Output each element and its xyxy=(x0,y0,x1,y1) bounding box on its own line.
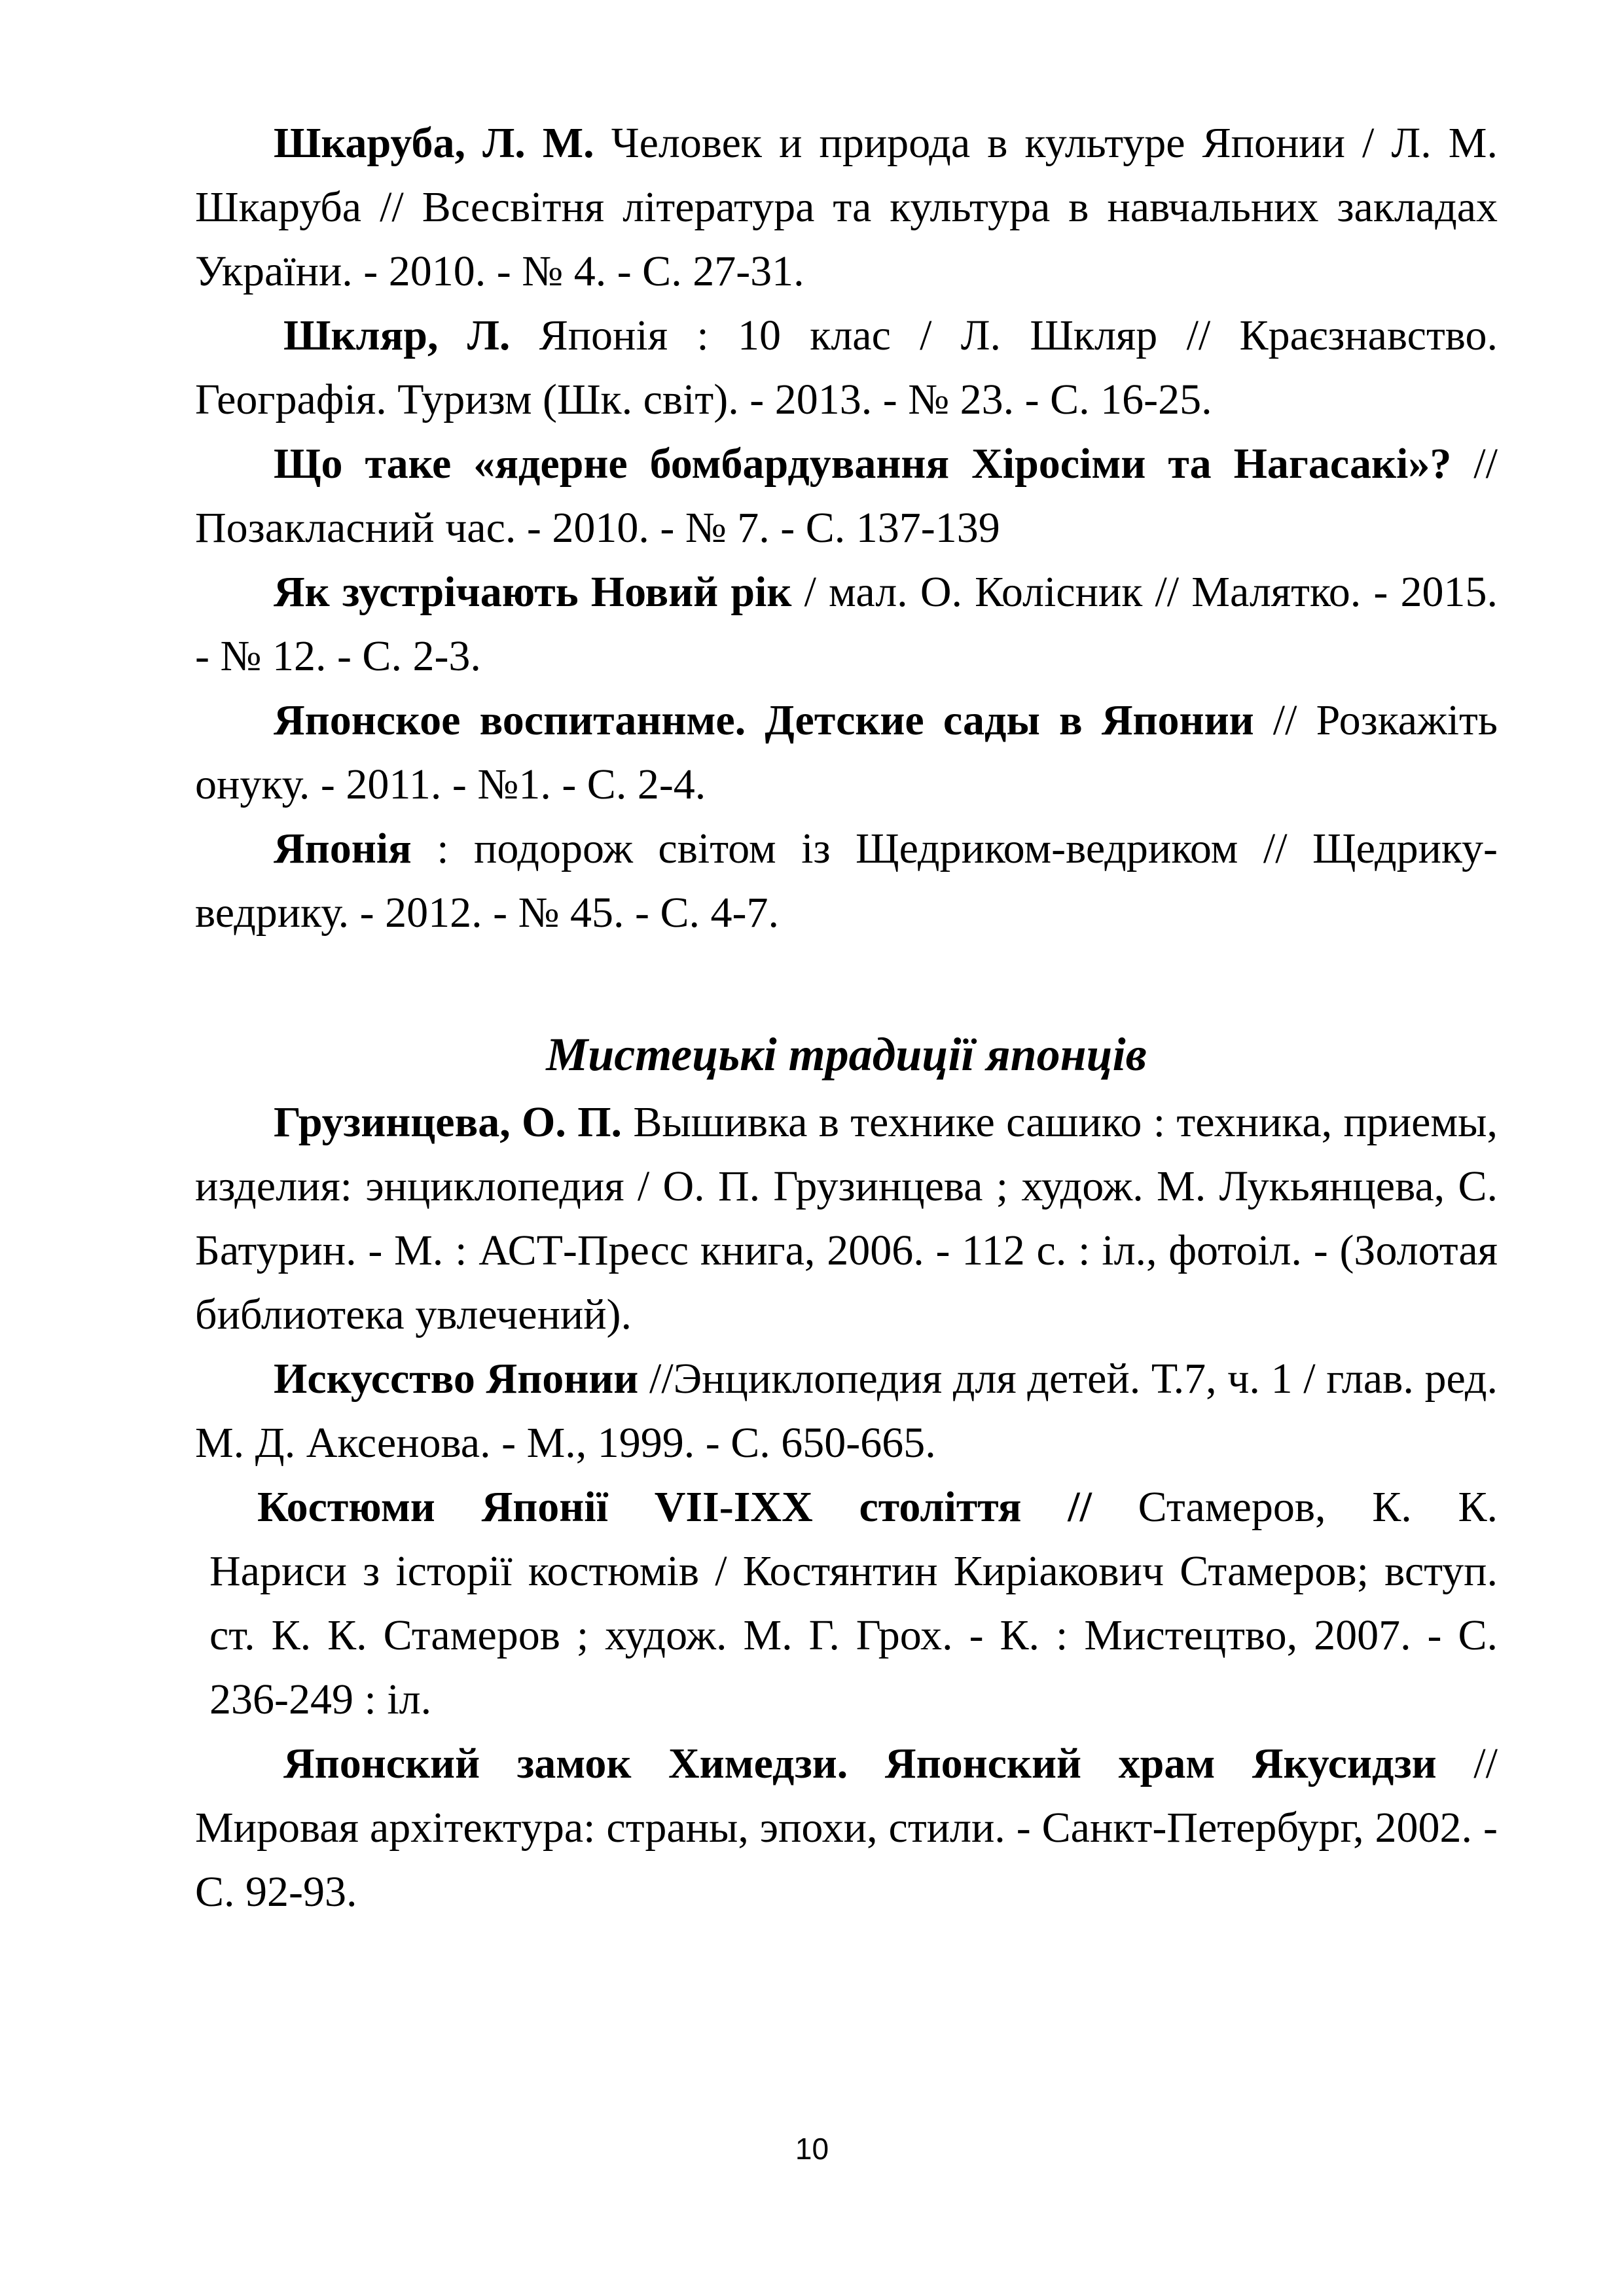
entry-author: Шкаруба, Л. М. xyxy=(274,119,594,167)
entry-first-line xyxy=(195,1475,1498,1539)
entry-details-first: Стамеров, К. К. xyxy=(1091,1483,1498,1531)
entry-title: Що таке «ядерне бомбардування Хіросіми та Нагасакі»? xyxy=(274,440,1452,488)
bibliography-entry xyxy=(195,111,1498,304)
bibliography-entry xyxy=(195,560,1498,689)
entry-author: Шкляр, Л. xyxy=(283,312,511,359)
entry-title: Японский замок Химедзи. Японский храм Якусидзи xyxy=(283,1740,1437,1787)
bibliography-entry xyxy=(195,1090,1498,1347)
entry-title: Як зустрічають Новий рік xyxy=(274,568,792,616)
entry-details: // Позакласний час. - 2010. - № 7. - С. 137-139 xyxy=(195,440,1498,552)
entry-details: / мал. О. Колісник // Малятко. - 2015. - № 12. - С. 2-3. xyxy=(195,568,1498,680)
entry-title: Искусство Японии xyxy=(274,1355,639,1403)
entry-details: // Розкажіть онуку. - 2011. - №1. - С. 2-4. xyxy=(195,696,1498,808)
entry-details: Японія : 10 клас / Л. Шкляр // Краєзнавство. Географія. Туризм (Шк. світ). - 2013. - № 23. - С. 16-25. xyxy=(195,312,1498,423)
entry-details: : подорож світом із Щедриком-ведриком // Щедрику-ведрику. - 2012. - № 45. - С. 4-7. xyxy=(195,825,1498,937)
section-title: Мистецькі традиції японців xyxy=(546,1028,1147,1081)
entry-title: Японія xyxy=(274,825,412,872)
page-content xyxy=(195,111,1498,1924)
entry-details: Человек и природа в культуре Японии / Л. М. Шкаруба // Всесвітня література та культура в навчальних закладах України. - 2010. - № 4. - С. 27-31. xyxy=(195,119,1498,295)
entry-title: Костюми Японії VII-IXX століття // xyxy=(257,1483,1092,1531)
entry-details: //Энциклопедия для детей. Т.7, ч. 1 / глав. ред. М. Д. Аксенова. - М., 1999. - С. 650-665. xyxy=(195,1355,1498,1467)
entry-details: Вышивка в технике сашико : техника, приемы, изделия: энциклопедия / О. П. Грузинцева ; худож. М. Лукьянцева, С. Батурин. - М. : АСТ-Пресс книга, 2006. - 112 с. : іл., фотоіл. - (Золотая библиотека увлечений). xyxy=(195,1098,1498,1338)
bibliography-entry xyxy=(195,1732,1498,1924)
bibliography-entry xyxy=(195,817,1498,945)
entry-details: // Мировая архітектура: страны, эпохи, стили. - Санкт-Петербург, 2002. - С. 92-93. xyxy=(195,1740,1498,1916)
bibliography-entry xyxy=(195,1475,1498,1732)
bibliography-entry xyxy=(195,689,1498,817)
bibliography-entry xyxy=(195,1347,1498,1475)
bibliography-entry xyxy=(195,304,1498,432)
entry-title: Японское воспитаннме. Детские сады в Японии xyxy=(274,696,1254,744)
page-number: 10 xyxy=(795,2132,829,2166)
entry-details: Нариси з історії костюмів / Костянтин Киріакович Стамеров; вступ. ст. К. К. Стамеров ; худож. М. Г. Грох. - К. : Мистецтво, 2007. - С. 236-249 : іл. xyxy=(209,1547,1498,1723)
bibliography-entry xyxy=(195,432,1498,560)
entry-author: Грузинцева, О. П. xyxy=(274,1098,623,1146)
